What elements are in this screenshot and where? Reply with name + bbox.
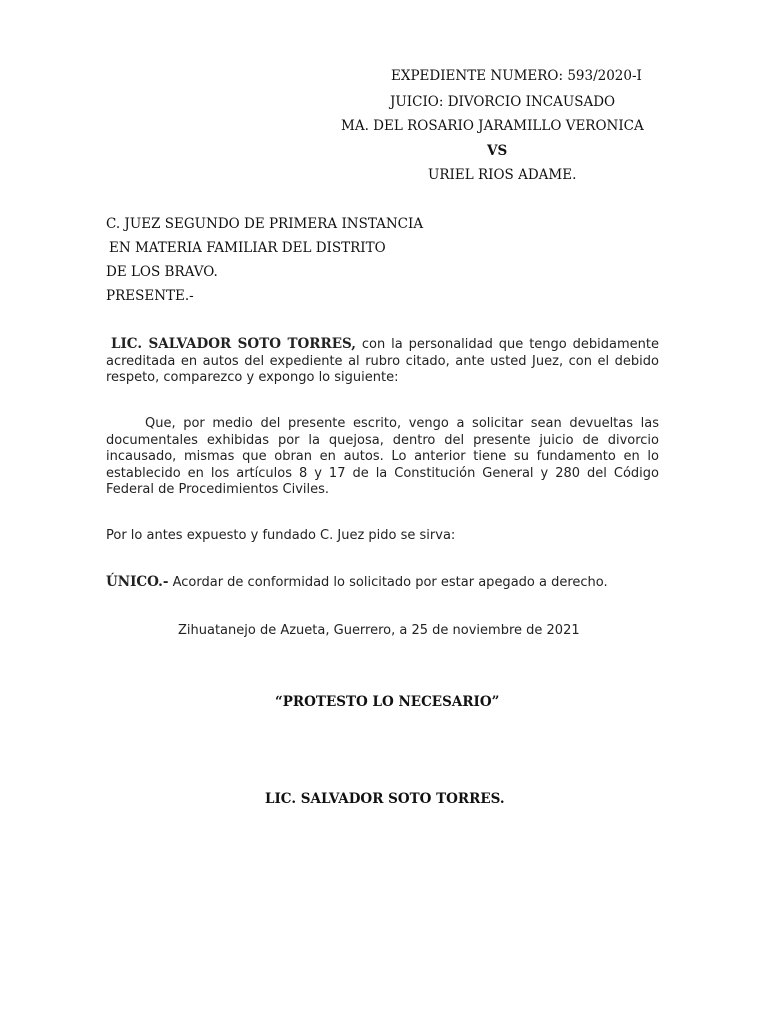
addressee-line-2: EN MATERIA FAMILIAR DEL DISTRITO [109,240,386,256]
expediente-number: EXPEDIENTE NUMERO: 593/2020-I [391,68,642,84]
addressee-line-1: C. JUEZ SEGUNDO DE PRIMERA INSTANCIA [106,216,424,232]
plaintiff-name: MA. DEL ROSARIO JARAMILLO VERONICA [341,118,644,134]
petition-paragraph [106,416,659,499]
protesto-heading: “PROTESTO LO NECESARIO” [275,694,500,710]
attorney-name: LIC. SALVADOR SOTO TORRES, [111,336,356,352]
unico-line [106,576,608,590]
petition-row-5: Federal de Procedimientos Civiles. [106,482,330,497]
defendant-name: URIEL RIOS ADAME. [428,167,577,183]
addressee-line-3: DE LOS BRAVO. [106,264,218,280]
intro-paragraph [106,336,659,387]
intro-row-3: respeto, comparezco y expongo lo siguiente: [106,370,399,385]
unico-label: ÚNICO.- [106,574,169,590]
petition-row-4: establecido en los artículos 8 y 17 de la Constitución General y 280 del Código [106,465,659,481]
addressee-line-4: PRESENTE.- [106,288,194,304]
unico-text: Acordar de conformidad lo solicitado por estar apegado a derecho. [172,575,608,590]
intro-row-1: LIC. SALVADOR SOTO TORRES, con la personalidad que tengo debidamente [106,336,659,354]
signature-name: LIC. SALVADOR SOTO TORRES. [265,791,505,807]
intro-row-2: acreditada en autos del expediente al rubro citado, ante usted Juez, con el debido [106,353,659,369]
petition-row-2: documentales exhibidas por la quejosa, dentro del presente juicio de divorcio [106,432,659,448]
versus-label: VS [487,143,508,159]
petition-row-1: Que, por medio del presente escrito, vengo a solicitar sean devueltas las [145,416,659,431]
place-date: Zihuatanejo de Azueta, Guerrero, a 25 de noviembre de 2021 [178,623,580,638]
petition-row-3: incausado, mismas que obran en autos. Lo anterior tiene su fundamento en lo [106,449,659,464]
request-line: Por lo antes expuesto y fundado C. Juez pido se sirva: [106,528,456,543]
juicio-type: JUICIO: DIVORCIO INCAUSADO [390,94,616,110]
